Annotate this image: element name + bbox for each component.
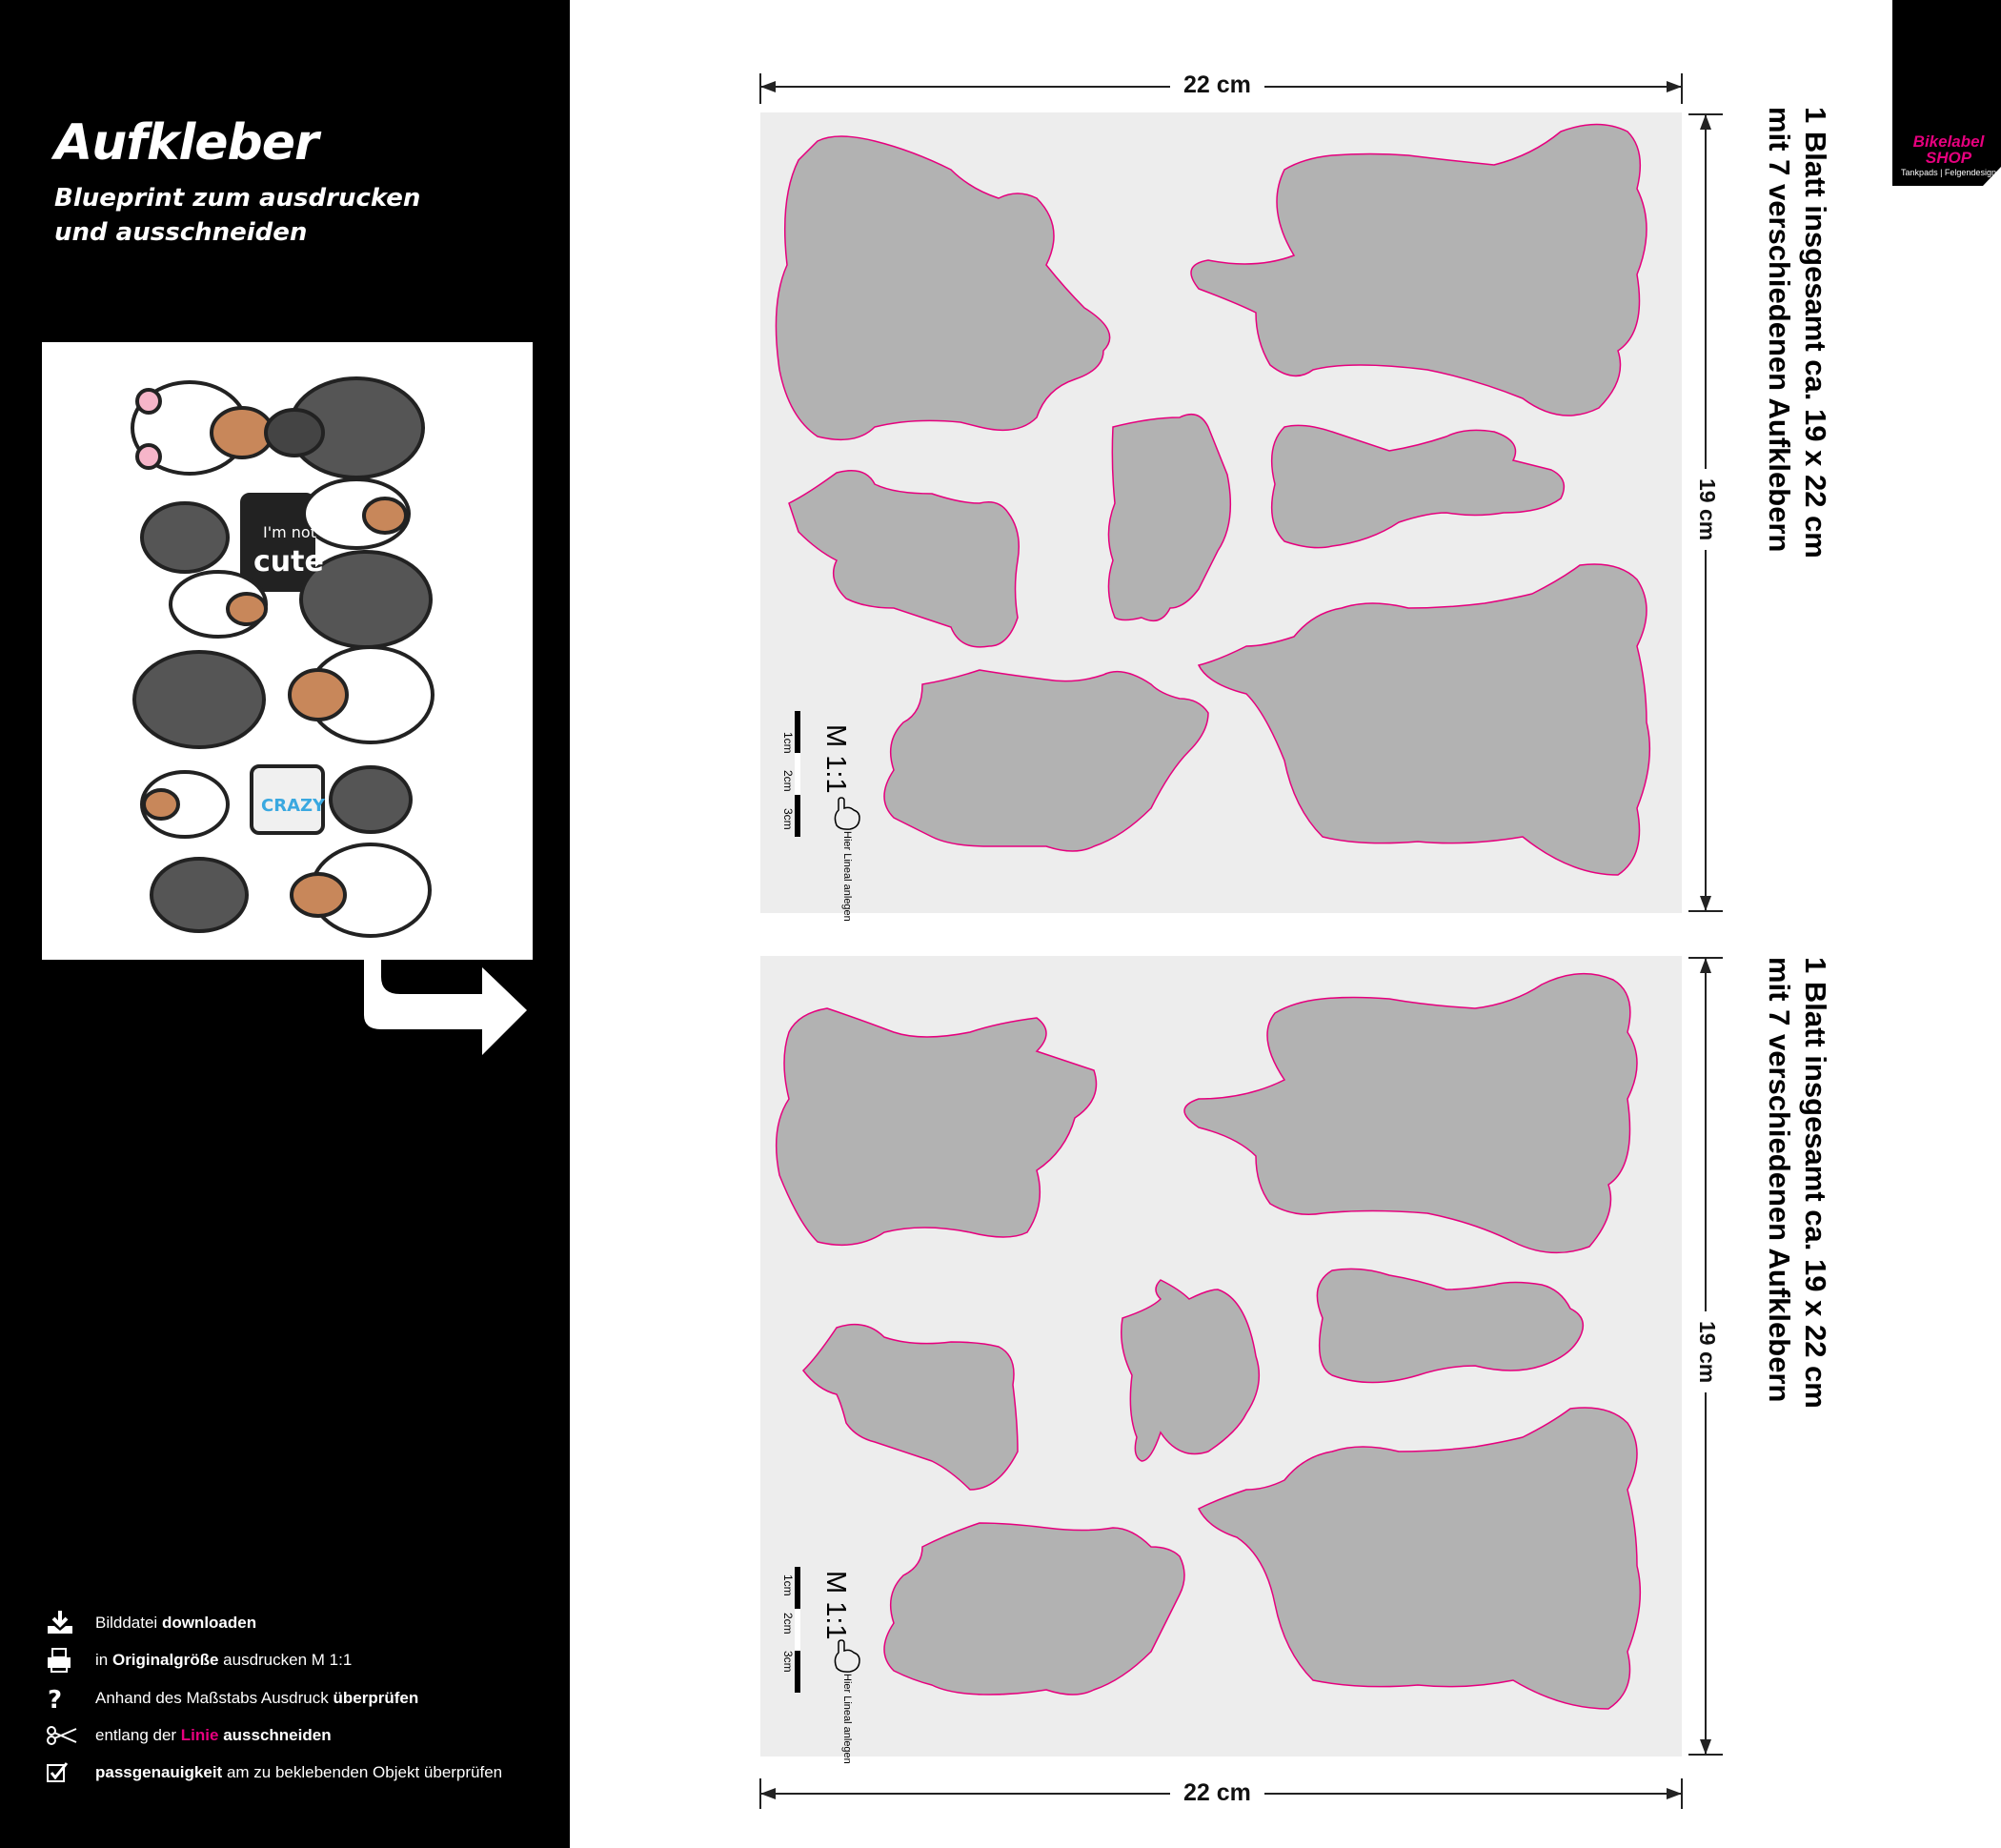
width-label-2: 22 cm bbox=[1170, 1779, 1264, 1807]
scale-tick-2cm-2: 2cm bbox=[781, 1613, 795, 1635]
scale-label-2: M 1:1 bbox=[820, 1571, 851, 1640]
question-icon bbox=[46, 1685, 95, 1712]
panel-subtitle: Blueprint zum ausdrucken und ausschneiden bbox=[54, 184, 421, 247]
sheet-info-1: 1 Blatt insgesamt ca. 19 x 22 cm mit 7 verschiedenen Aufklebern bbox=[1763, 107, 1832, 558]
scale-ruler-2 bbox=[795, 1567, 808, 1695]
scale-label-1: M 1:1 bbox=[820, 724, 851, 794]
instruction-download: Bilddatei downloaden bbox=[46, 1604, 541, 1642]
ruler-hint-2: Hier Lineal anlegen bbox=[841, 1674, 853, 1764]
width-label-1: 22 cm bbox=[1170, 71, 1264, 99]
scale-tick-2cm-1: 2cm bbox=[781, 770, 795, 792]
instruction-print: in Originalgröße ausdrucken M 1:1 bbox=[46, 1641, 541, 1679]
sticker-text-2: cute bbox=[253, 545, 324, 579]
sheet-info-2: 1 Blatt insgesamt ca. 19 x 22 cm mit 7 verschiedenen Aufklebern bbox=[1763, 957, 1832, 1409]
instruction-cut: entlang der Linie ausschneiden bbox=[46, 1716, 541, 1755]
ruler-hint-1: Hier Lineal anlegen bbox=[841, 831, 853, 922]
panel-title: Aufkleber bbox=[54, 114, 318, 172]
info-panel bbox=[0, 0, 570, 1848]
scale-tick-1cm-2: 1cm bbox=[781, 1574, 795, 1596]
sticker-text-3: CRAZY bbox=[261, 796, 326, 816]
scale-ruler-1 bbox=[795, 711, 808, 839]
printer-icon bbox=[46, 1647, 95, 1674]
hand-pointer-icon bbox=[831, 797, 865, 831]
scale-tick-1cm-1: 1cm bbox=[781, 732, 795, 754]
hand-pointer-icon bbox=[831, 1639, 865, 1674]
sticker-preview-image bbox=[42, 342, 533, 960]
scale-tick-3cm-2: 3cm bbox=[781, 1651, 795, 1673]
sticker-text-1: I'm not bbox=[263, 523, 316, 541]
height-label-2: 19 cm bbox=[1694, 1311, 1720, 1392]
instruction-fit-check: passgenauigkeit am zu beklebenden Objekt überprüfen bbox=[46, 1754, 541, 1792]
height-label-1: 19 cm bbox=[1694, 469, 1720, 550]
checkbox-icon bbox=[46, 1761, 95, 1784]
logo-tagline: Tankpads | Felgendesign bbox=[1901, 168, 1996, 177]
logo-brand: Bikelabel SHOP bbox=[1912, 132, 1985, 167]
sticker-outlines-2 bbox=[760, 956, 1682, 1757]
scissors-icon bbox=[46, 1725, 95, 1746]
instruction-check-scale: ? Anhand des Maßstabs Ausdruck überprüfen bbox=[46, 1679, 541, 1717]
blueprint-sheet-2 bbox=[760, 956, 1682, 1757]
blueprint-sheet-1 bbox=[760, 112, 1682, 913]
scale-tick-3cm-1: 3cm bbox=[781, 808, 795, 830]
unicorn-sticker-illustration bbox=[42, 342, 533, 960]
download-icon bbox=[46, 1611, 95, 1635]
arrow-right-icon bbox=[360, 958, 532, 1072]
svg-text:?: ? bbox=[48, 1686, 63, 1712]
sticker-outlines-1 bbox=[760, 112, 1682, 913]
